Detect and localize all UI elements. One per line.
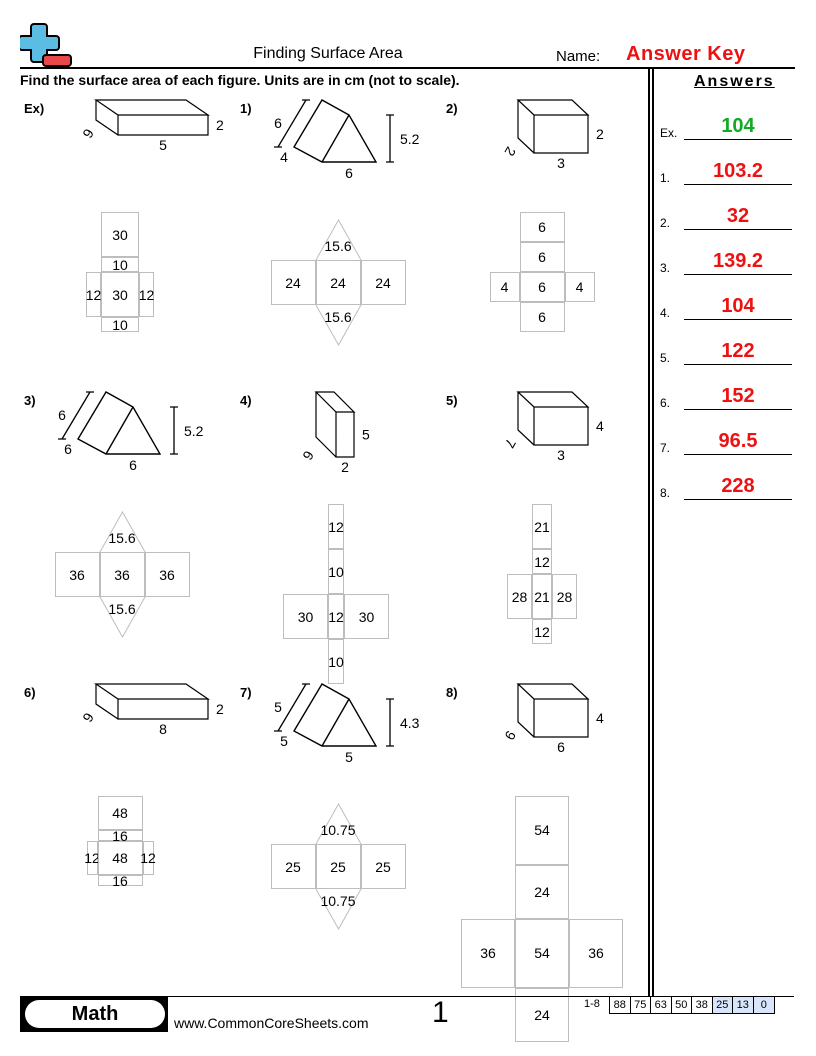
answer-label: 1. (660, 171, 671, 185)
answer-line (684, 184, 792, 185)
net-face: 6 (520, 272, 565, 302)
answer-label: 7. (660, 441, 671, 455)
dimension-label: 2 (216, 701, 224, 717)
dimension-label: 5 (280, 733, 288, 749)
net-face: 12 (328, 504, 344, 549)
net-face: 24 (316, 260, 361, 305)
dimension-label: 6 (274, 115, 282, 131)
answer-row (660, 370, 792, 410)
problem-label: 5) (446, 393, 458, 408)
problem-label: 7) (240, 685, 252, 700)
dimension-label: 6 (58, 407, 66, 423)
answer-row (660, 235, 792, 275)
dimension-label: 2 (501, 144, 520, 159)
dimension-label: 5 (362, 426, 370, 443)
net-face: 30 (283, 594, 328, 639)
net-face-triangle: 10.75 (320, 822, 356, 838)
name-label: Name: (556, 48, 601, 65)
dimension-label: 6 (557, 739, 565, 755)
net-face-triangle: 15.6 (324, 309, 352, 325)
net-face: 4 (565, 272, 595, 302)
net-face: 54 (515, 796, 569, 865)
answer-line (684, 409, 792, 410)
problem-label: 6) (24, 685, 36, 700)
score-cell: 88 (610, 997, 631, 1013)
problem-label: 2) (446, 101, 458, 116)
net-face: 25 (361, 844, 406, 889)
dimension-label: 3 (557, 447, 565, 463)
rectangular-prism-figure (472, 100, 632, 170)
answer-value[interactable]: 139.2 (712, 250, 764, 272)
score-cell: 75 (631, 997, 652, 1013)
answer-line (684, 274, 792, 275)
net-face: 30 (101, 272, 139, 317)
problem-label: 8) (446, 685, 458, 700)
name-field[interactable]: Answer Key (626, 43, 746, 65)
net-face: 28 (507, 574, 532, 619)
net-face: 48 (98, 796, 143, 830)
dimension-label: 6 (345, 165, 353, 181)
dimension-label: 3 (557, 155, 565, 171)
answer-line (684, 454, 792, 455)
net-face-triangle: 10.75 (320, 893, 356, 909)
score-table (609, 996, 775, 1014)
triangular-prism-figure (264, 100, 444, 180)
dimension-label: 2 (341, 459, 349, 475)
dimension-label: 4 (280, 149, 288, 165)
rectangular-prism-figure (472, 392, 632, 462)
net-face: 10 (101, 317, 139, 332)
net-face: 12 (86, 272, 101, 317)
answer-label: 4. (660, 306, 671, 320)
dimension-label: 8 (159, 721, 167, 737)
dimension-label: 6 (299, 448, 318, 463)
net-face: 25 (316, 844, 361, 889)
net-face: 25 (271, 844, 316, 889)
answer-row (660, 460, 792, 500)
score-cell: 38 (692, 997, 713, 1013)
header-divider (20, 67, 795, 69)
net-face-triangle: 15.6 (324, 238, 352, 254)
answer-line (684, 364, 792, 365)
rectangular-prism-figure (266, 392, 426, 475)
answer-value[interactable]: 32 (726, 205, 750, 227)
net-face: 28 (552, 574, 577, 619)
triangular-prism-figure (264, 684, 444, 764)
net-face: 6 (520, 212, 565, 242)
net-face: 36 (461, 919, 515, 988)
dimension-label: 5.2 (400, 131, 420, 147)
answer-label: 3. (660, 261, 671, 275)
answer-value[interactable]: 152 (721, 385, 755, 407)
net-face: 30 (101, 212, 139, 257)
page-number: 1 (432, 996, 449, 1029)
net-face: 12 (139, 272, 154, 317)
dimension-label: 6 (129, 457, 137, 473)
net-face: 54 (515, 919, 569, 988)
net-face: 12 (328, 594, 344, 639)
answer-label: 2. (660, 216, 671, 230)
triangular-prism-figure (48, 392, 228, 472)
problem-label: 3) (24, 393, 36, 408)
answer-line (684, 139, 792, 140)
answer-row (660, 280, 792, 320)
dimension-label: 5.2 (184, 423, 204, 439)
answer-row (660, 325, 792, 365)
answer-column-divider (648, 69, 650, 996)
answer-row (660, 190, 792, 230)
answer-value[interactable]: 228 (721, 475, 755, 497)
net-face: 36 (55, 552, 100, 597)
dimension-label: 6 (64, 441, 72, 457)
answer-value[interactable]: 96.5 (718, 430, 758, 452)
net-face: 21 (532, 504, 552, 549)
net-face: 10 (328, 639, 344, 684)
net-face: 36 (569, 919, 623, 988)
net-face: 10 (101, 257, 139, 272)
net-face: 12 (532, 549, 552, 574)
answer-value[interactable]: 122 (721, 340, 755, 362)
subject-badge: Math (25, 1000, 165, 1028)
answer-line (684, 499, 792, 500)
net-face: 6 (520, 302, 565, 332)
net-face: 48 (98, 841, 143, 875)
dimension-label: 7 (501, 436, 520, 451)
net-face: 4 (490, 272, 520, 302)
net-face: 12 (532, 619, 552, 644)
score-cell: 63 (651, 997, 672, 1013)
net-face: 36 (145, 552, 190, 597)
answer-line (684, 319, 792, 320)
net-face: 24 (361, 260, 406, 305)
net-face: 24 (515, 865, 569, 919)
net-face: 10 (328, 549, 344, 594)
dimension-label: 4.3 (400, 715, 420, 731)
dimension-label: 9 (501, 728, 520, 743)
net-face: 12 (87, 841, 98, 875)
dimension-label: 2 (596, 126, 604, 142)
rectangular-prism-figure (50, 100, 224, 170)
score-cell: 50 (672, 997, 693, 1013)
problem-label: 4) (240, 393, 252, 408)
answer-value[interactable]: 103.2 (712, 160, 764, 182)
answers-heading: Answers (694, 73, 775, 90)
answer-line (684, 229, 792, 230)
net-face: 16 (98, 830, 143, 841)
dimension-label: 2 (216, 117, 224, 133)
score-cell: 25 (713, 997, 734, 1013)
dimension-label: 5 (274, 699, 282, 715)
answer-label: 5. (660, 351, 671, 365)
rectangular-prism-figure (472, 684, 632, 754)
net-face: 24 (515, 988, 569, 1042)
net-face: 30 (344, 594, 389, 639)
page-title: Finding Surface Area (253, 45, 403, 62)
dimension-label: 6 (79, 710, 98, 725)
dimension-label: 6 (79, 126, 98, 141)
answer-value[interactable]: 104 (721, 115, 755, 137)
answer-label: 6. (660, 396, 671, 410)
net-face-triangle: 15.6 (108, 530, 136, 546)
score-cell: 0 (754, 997, 775, 1013)
net-face: 36 (100, 552, 145, 597)
dimension-label: 4 (596, 418, 604, 434)
net-face: 12 (143, 841, 154, 875)
dimension-label: 4 (596, 710, 604, 726)
net-face: 21 (532, 574, 552, 619)
net-face-triangle: 15.6 (108, 601, 136, 617)
problem-label: 1) (240, 101, 252, 116)
answer-row (660, 145, 792, 185)
rectangular-prism-figure (50, 684, 224, 754)
score-cell: 13 (733, 997, 754, 1013)
problem-label: Ex) (24, 101, 45, 116)
answer-label: 8. (660, 486, 671, 500)
site-url[interactable]: www.CommonCoreSheets.com (174, 1015, 369, 1031)
net-face: 16 (98, 875, 143, 886)
dimension-label: 5 (345, 749, 353, 765)
answer-row (660, 415, 792, 455)
answer-row (660, 100, 792, 140)
instructions: Find the surface area of each figure. Units are in cm (not to scale). (20, 72, 460, 88)
score-range-label: 1-8 (584, 998, 600, 1010)
answer-column-divider-inner (652, 69, 654, 996)
net-face: 24 (271, 260, 316, 305)
dimension-label: 5 (159, 137, 167, 153)
net-face: 6 (520, 242, 565, 272)
answer-label: Ex. (660, 126, 678, 140)
answer-value[interactable]: 104 (721, 295, 755, 317)
